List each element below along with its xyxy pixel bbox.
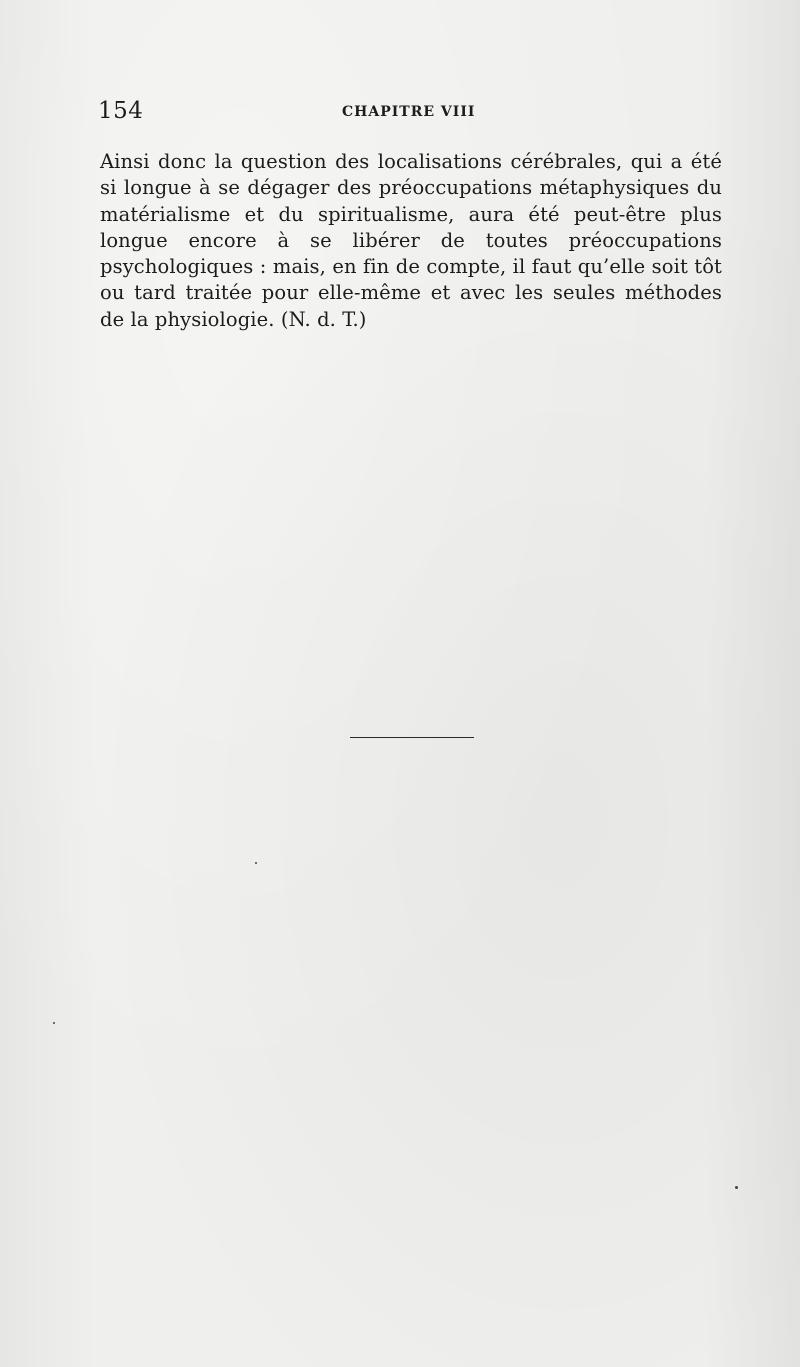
body-paragraph: Ainsi donc la question des localisations cérébrales, qui a été si longue à se dégager des préoccupations métaphysiques du matérialisme et du spiritualisme, aura été peut-être plus longue encore à se libérer de toutes préoccupations psychologiques : mais, en fin de compte, il faut qu’elle soit tôt ou tard traitée pour elle-même et avec les seules méthodes de la physiologie. (N. d. T.): [100, 150, 722, 331]
paper-speck: [735, 1186, 738, 1189]
section-end-rule: [350, 737, 474, 738]
paper-speck: [53, 1022, 55, 1024]
running-head: CHAPITRE VIII: [342, 104, 476, 120]
paper-speck: [255, 862, 257, 864]
page-number: 154: [98, 98, 144, 124]
